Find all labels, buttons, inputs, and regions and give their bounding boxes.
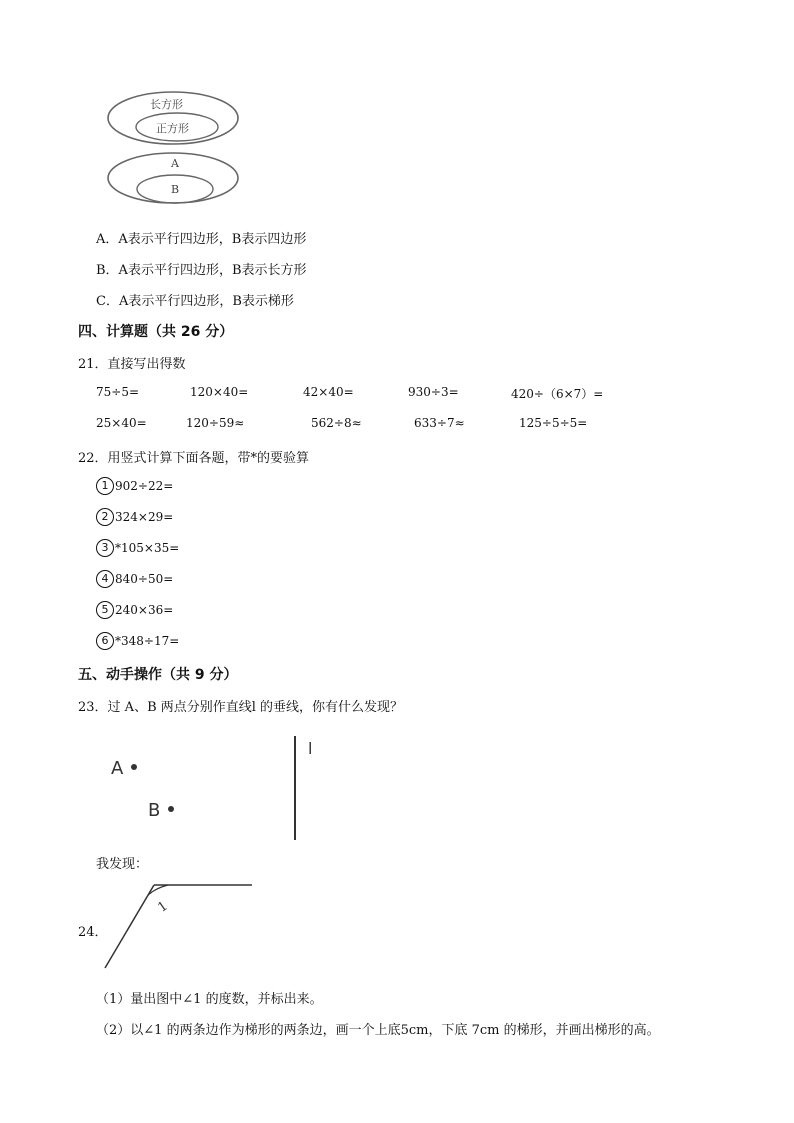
q23-stem: 23．过 A、B 两点分别作直线l 的垂线，你有什么发现？ <box>78 700 404 715</box>
option-a: A．A表示平行四边形，B表示四边形 <box>96 232 307 247</box>
q21-r1-c1: 75÷5= <box>96 385 140 399</box>
q23-figure <box>100 732 340 842</box>
q21-r1-c2: 120×40= <box>190 385 249 399</box>
venn-inner-bottom-label: B <box>171 183 180 196</box>
q21-r2-c2: 120÷59≈ <box>186 416 245 430</box>
q22-expr: 240×36= <box>115 603 174 617</box>
q22-expr: 840÷50= <box>115 572 174 586</box>
circled-number: 1 <box>96 477 114 495</box>
section-5-title: 五、动手操作（共 9 分） <box>78 667 238 683</box>
q21-r2-c1: 25×40= <box>96 416 147 430</box>
q22-expr: 324×29= <box>115 510 174 524</box>
option-c: C．A表示平行四边形，B表示梯形 <box>96 294 294 309</box>
q21-r1-c5: 420÷（6×7）= <box>511 387 604 401</box>
point-b-label: B <box>148 800 161 821</box>
point-b <box>168 806 174 812</box>
q22-item-2 <box>96 508 173 526</box>
q21-r2-c4: 633÷7≈ <box>414 416 465 430</box>
q22-item-1 <box>96 477 173 495</box>
circled-number: 5 <box>96 601 114 619</box>
q22-item-6 <box>96 632 179 650</box>
q22-stem: 22．用竖式计算下面各题，带*的要验算 <box>78 451 310 466</box>
q22-expr: 902÷22= <box>115 479 174 493</box>
q21-r2-c5: 125÷5÷5= <box>519 416 588 430</box>
circled-number: 4 <box>96 570 114 588</box>
circled-number: 6 <box>96 632 114 650</box>
q22-item-5 <box>96 601 173 619</box>
circled-number: 2 <box>96 508 114 526</box>
q24-number: 24． <box>78 925 108 940</box>
finding-label: 我发现： <box>96 857 149 872</box>
venn-diagram <box>100 88 250 210</box>
q24-angle-figure <box>102 878 262 970</box>
circled-number: 3 <box>96 539 114 557</box>
point-a-label: A <box>111 758 124 779</box>
angle-1-label: 1 <box>155 898 171 916</box>
q22-expr: *348÷17= <box>115 634 180 648</box>
line-l-label: l <box>308 739 313 758</box>
option-b: B．A表示平行四边形，B表示长方形 <box>96 263 307 278</box>
q21-r1-c3: 42×40= <box>303 385 354 399</box>
q21-stem: 21．直接写出得数 <box>78 357 186 372</box>
q24-part-2: （2）以∠1 的两条边作为梯形的两条边，画一个上底5cm，下底 7cm 的梯形，并画出梯形的高。 <box>96 1023 660 1038</box>
venn-outer-bottom-label: A <box>171 157 179 170</box>
q21-r1-c4: 930÷3= <box>408 385 459 399</box>
q24-part-1: （1）量出图中∠1 的度数，并标出来。 <box>96 992 323 1007</box>
venn-outer-top-label: 长方形 <box>150 98 183 111</box>
q22-item-3 <box>96 539 179 557</box>
angle-side-ray <box>105 885 154 968</box>
q21-r2-c3: 562÷8≈ <box>311 416 362 430</box>
section-4-title: 四、计算题（共 26 分） <box>78 324 234 340</box>
point-a <box>131 764 137 770</box>
venn-inner-top-label: 正方形 <box>156 122 189 135</box>
q22-item-4 <box>96 570 173 588</box>
q22-expr: *105×35= <box>115 541 180 555</box>
